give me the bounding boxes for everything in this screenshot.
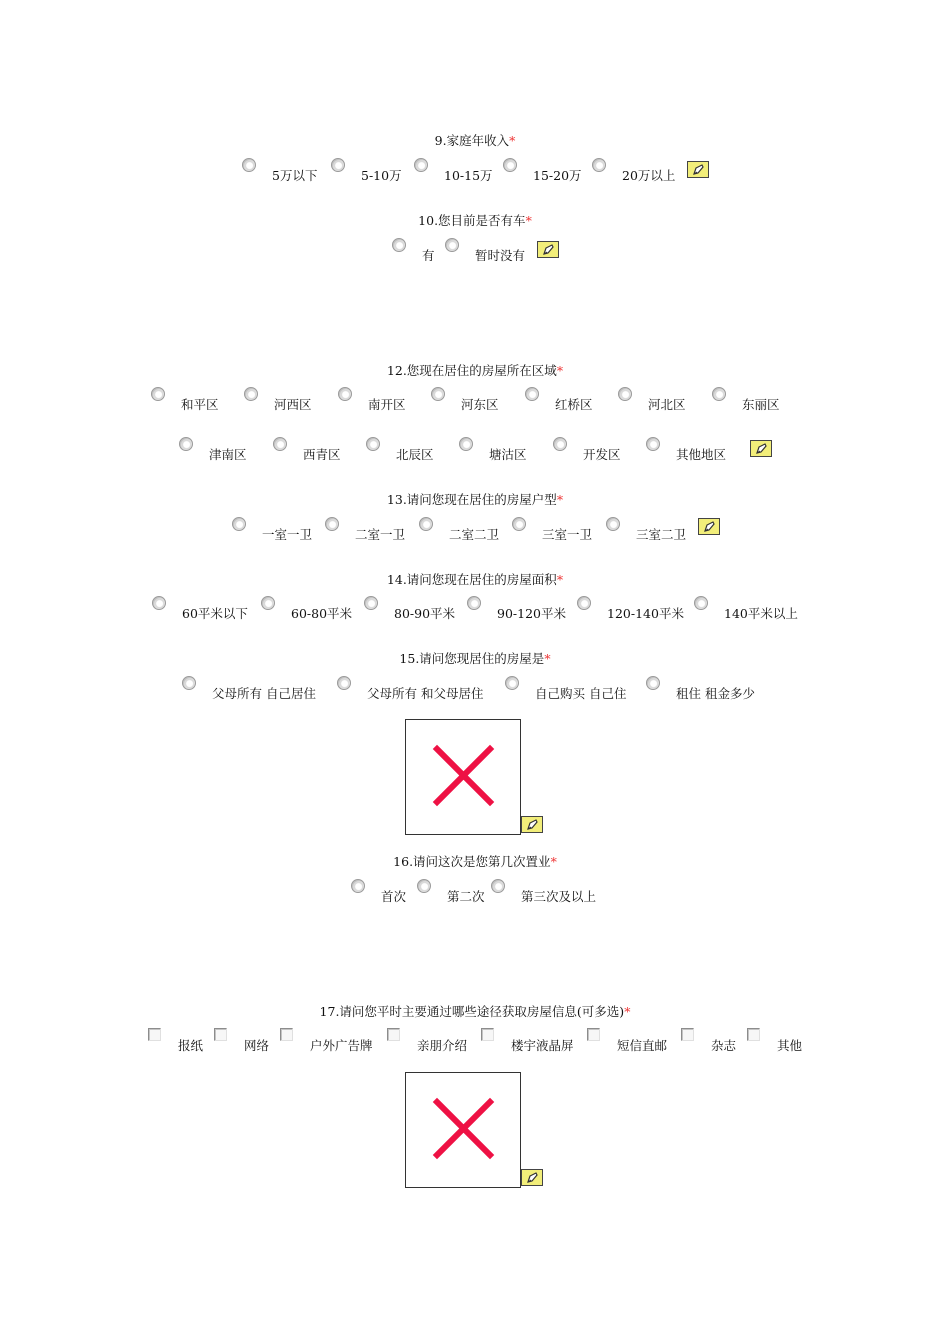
q15-radio-1[interactable] <box>182 676 196 690</box>
q16-radio-3[interactable] <box>491 879 505 893</box>
q17-checkbox-3[interactable] <box>280 1028 293 1041</box>
q17-checkbox-2[interactable] <box>214 1028 227 1041</box>
edit-pencil-icon[interactable] <box>521 1169 543 1186</box>
q12-label-13: 其他地区 <box>676 447 727 462</box>
q9-radio-5[interactable] <box>592 158 606 172</box>
q9-label-5: 20万以上 <box>622 168 676 183</box>
q9-title: 9.家庭年收入* <box>434 133 516 148</box>
q12-radio-4[interactable] <box>431 387 445 401</box>
q14-label-2: 60-80平米 <box>291 606 353 621</box>
q14-options <box>0 593 950 623</box>
q13-radio-2[interactable] <box>325 517 339 531</box>
q9-radio-1[interactable] <box>242 158 256 172</box>
q17-label-7: 杂志 <box>711 1038 737 1053</box>
q15-radio-2[interactable] <box>337 676 351 690</box>
q12-radio-1[interactable] <box>151 387 165 401</box>
q14-label-3: 80-90平米 <box>394 606 456 621</box>
q16-label-1: 首次 <box>381 889 407 904</box>
q17-label-2: 网络 <box>244 1038 270 1053</box>
q13-radio-4[interactable] <box>512 517 526 531</box>
q14-label-5: 120-140平米 <box>607 606 684 621</box>
q13-options <box>0 514 950 544</box>
q9-radio-4[interactable] <box>503 158 517 172</box>
q17-checkbox-4[interactable] <box>387 1028 400 1041</box>
q12-radio-8[interactable] <box>179 437 193 451</box>
q13-label-2: 二室一卫 <box>355 527 406 542</box>
q9-label-3: 10-15万 <box>444 168 493 183</box>
q10-label-1: 有 <box>422 248 435 263</box>
q10-title: 10.您目前是否有车* <box>418 213 532 228</box>
edit-pencil-icon[interactable] <box>687 161 709 178</box>
q17-checkbox-5[interactable] <box>481 1028 494 1041</box>
q12-radio-7[interactable] <box>712 387 726 401</box>
q14-radio-1[interactable] <box>152 596 166 610</box>
q17-checkbox-8[interactable] <box>747 1028 760 1041</box>
edit-pencil-icon[interactable] <box>537 241 559 258</box>
q17-checkbox-7[interactable] <box>681 1028 694 1041</box>
q17-label-3: 户外广告牌 <box>310 1038 373 1053</box>
q16-radio-1[interactable] <box>351 879 365 893</box>
q13-label-1: 一室一卫 <box>262 527 313 542</box>
q16-radio-2[interactable] <box>417 879 431 893</box>
q12-label-7: 东丽区 <box>742 397 780 412</box>
q12-radio-12[interactable] <box>553 437 567 451</box>
q15-label-1: 父母所有 自己居住 <box>212 686 316 701</box>
q16-title: 16.请问这次是您第几次置业* <box>393 854 557 869</box>
q9-radio-2[interactable] <box>331 158 345 172</box>
q12-radio-2[interactable] <box>244 387 258 401</box>
q13-label-5: 三室二卫 <box>636 527 687 542</box>
q15-label-2: 父母所有 和父母居住 <box>367 686 484 701</box>
q9-label-2: 5-10万 <box>361 168 402 183</box>
q9-label-4: 15-20万 <box>533 168 582 183</box>
q16-options <box>0 876 950 906</box>
q12-title: 12.您现在居住的房屋所在区域* <box>386 363 564 378</box>
q12-label-8: 津南区 <box>209 447 247 462</box>
q10-radio-1[interactable] <box>392 238 406 252</box>
q17-label-8: 其他 <box>777 1038 803 1053</box>
q12-radio-10[interactable] <box>366 437 380 451</box>
q17-title: 17.请问您平时主要通过哪些途径获取房屋信息(可多选)* <box>319 1004 631 1019</box>
q13-label-4: 三室一卫 <box>542 527 593 542</box>
q12-label-6: 河北区 <box>648 397 686 412</box>
q14-radio-2[interactable] <box>261 596 275 610</box>
q12-label-11: 塘沽区 <box>489 447 527 462</box>
q12-label-4: 河东区 <box>461 397 499 412</box>
q17-checkbox-1[interactable] <box>148 1028 161 1041</box>
q12-label-10: 北辰区 <box>396 447 434 462</box>
q10-radio-2[interactable] <box>445 238 459 252</box>
edit-pencil-icon[interactable] <box>521 816 543 833</box>
q17-label-1: 报纸 <box>178 1038 204 1053</box>
broken-image-icon <box>405 1072 521 1188</box>
q13-radio-3[interactable] <box>419 517 433 531</box>
q14-radio-4[interactable] <box>467 596 481 610</box>
q12-radio-13[interactable] <box>646 437 660 451</box>
q9-radio-3[interactable] <box>414 158 428 172</box>
q12-label-5: 红桥区 <box>555 397 593 412</box>
q12-label-2: 河西区 <box>274 397 312 412</box>
q9-options <box>0 155 950 185</box>
q13-radio-5[interactable] <box>606 517 620 531</box>
q15-radio-3[interactable] <box>505 676 519 690</box>
q14-title: 14.请问您现在居住的房屋面积* <box>386 572 564 587</box>
q12-label-9: 西青区 <box>303 447 341 462</box>
q14-radio-3[interactable] <box>364 596 378 610</box>
q12-label-1: 和平区 <box>181 397 219 412</box>
q13-radio-1[interactable] <box>232 517 246 531</box>
q10-label-2: 暂时没有 <box>475 248 526 263</box>
q14-radio-5[interactable] <box>577 596 591 610</box>
q12-options-row2 <box>0 434 950 464</box>
edit-pencil-icon[interactable] <box>750 440 772 457</box>
q15-label-4: 租住 租金多少 <box>676 686 755 701</box>
q13-title: 13.请问您现在居住的房屋户型* <box>386 492 564 507</box>
q14-label-4: 90-120平米 <box>497 606 566 621</box>
edit-pencil-icon[interactable] <box>698 518 720 535</box>
q14-label-6: 140平米以上 <box>724 606 798 621</box>
q17-checkbox-6[interactable] <box>587 1028 600 1041</box>
q15-radio-4[interactable] <box>646 676 660 690</box>
q10-options <box>0 235 950 265</box>
q12-radio-6[interactable] <box>618 387 632 401</box>
broken-image-icon <box>405 719 521 835</box>
q15-label-3: 自己购买 自己住 <box>535 686 627 701</box>
q12-radio-11[interactable] <box>459 437 473 451</box>
q16-label-2: 第二次 <box>447 889 485 904</box>
q12-options-row1 <box>0 384 950 414</box>
q15-options <box>0 673 950 703</box>
q15-title: 15.请问您现居住的房屋是* <box>399 651 551 666</box>
q17-label-6: 短信直邮 <box>617 1038 668 1053</box>
q17-label-4: 亲朋介绍 <box>417 1038 468 1053</box>
q16-label-3: 第三次及以上 <box>521 889 597 904</box>
q12-label-12: 开发区 <box>583 447 621 462</box>
q17-options <box>0 1025 950 1055</box>
q12-radio-5[interactable] <box>525 387 539 401</box>
q12-radio-9[interactable] <box>273 437 287 451</box>
q12-label-3: 南开区 <box>368 397 406 412</box>
q13-label-3: 二室二卫 <box>449 527 500 542</box>
q14-radio-6[interactable] <box>694 596 708 610</box>
q12-radio-3[interactable] <box>338 387 352 401</box>
q17-label-5: 楼宇液晶屏 <box>511 1038 574 1053</box>
q14-label-1: 60平米以下 <box>182 606 248 621</box>
q9-label-1: 5万以下 <box>272 168 318 183</box>
